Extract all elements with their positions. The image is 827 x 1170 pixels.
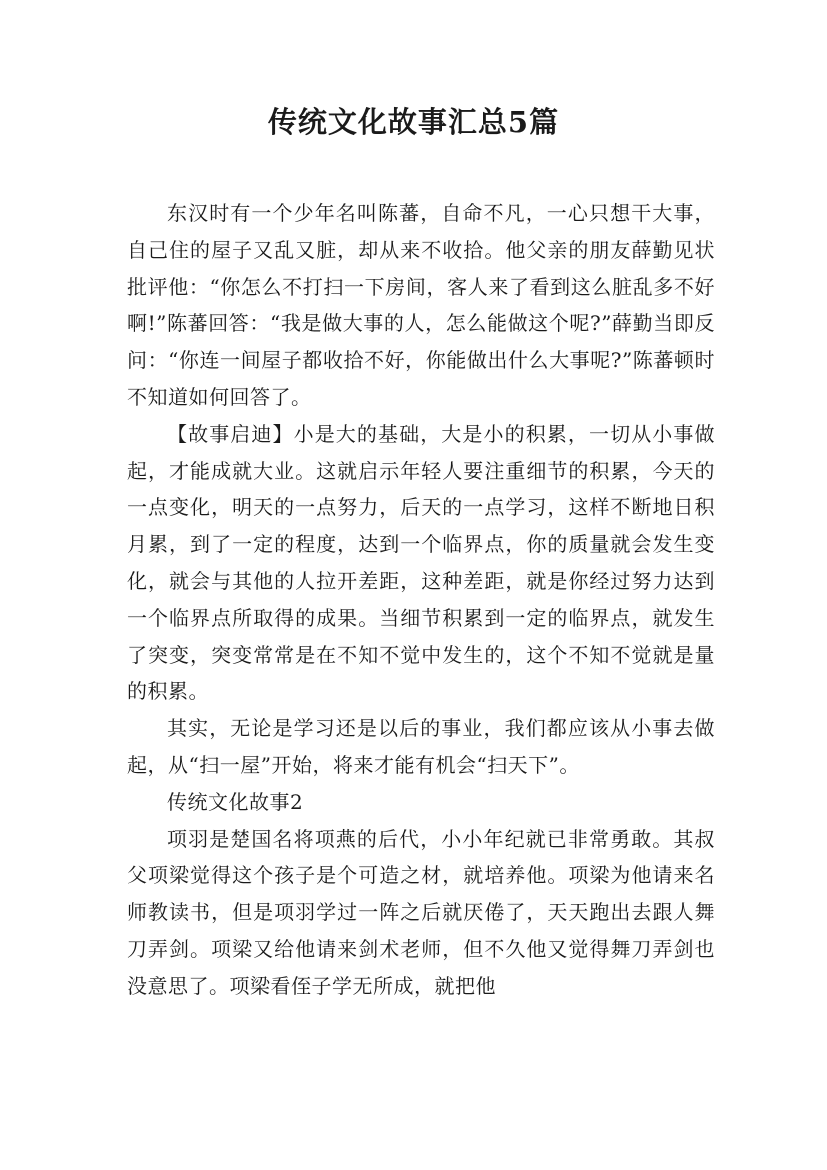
section-heading-story2: 传统文化故事2 (167, 789, 304, 814)
paragraph-conclusion: 其实，无论是学习还是以后的事业，我们都应该从小事去做起，从“扫一屋”开始，将来才能有机会“扫天下”。 (127, 716, 715, 777)
document-title: 传统文化故事汇总5篇 (267, 105, 560, 139)
paragraph-story2: 项羽是楚国名将项燕的后代，小小年纪就已非常勇敢。其叔父项梁觉得这个孩子是个可造之材，就培养他。项梁为他请来名师教读书，但是项羽学过一阵之后就厌倦了，天天跑出去跟人舞刀弄剑。项梁又给他请来剑术老师，但不久他又觉得舞刀弄剑也没意思了。项梁看侄子学无所成，就把他 (127, 826, 715, 998)
paragraph-insight: 【故事启迪】小是大的基础，大是小的积累，一切从小事做起，才能成就大业。这就启示年轻人要注重细节的积累，今天的一点变化，明天的一点努力，后天的一点学习，这样不断地日积月累，到了一定的程度，达到一个临界点，你的质量就会发生变化，就会与其他的人拉开差距，这种差距，就是你经过努力达到一个临界点所取得的成果。当细节积累到一定的临界点，就发生了突变，突变常常是在不知不觉中发生的，这个不知不觉就是量的积累。 (127, 421, 715, 704)
paragraph-story1: 东汉时有一个少年名叫陈蕃，自命不凡，一心只想干大事，自己住的屋子又乱又脏，却从来不收拾。他父亲的朋友薛勤见状批评他：“你怎么不打扫一下房间，客人来了看到这么脏乱多不好啊!”陈蕃回答：“我是做大事的人，怎么能做这个呢?”薛勤当即反问：“你连一间屋子都收拾不好，你能做出什么大事呢?”陈蕃顿时不知道如何回答了。 (127, 201, 715, 409)
document-body (127, 195, 715, 1005)
